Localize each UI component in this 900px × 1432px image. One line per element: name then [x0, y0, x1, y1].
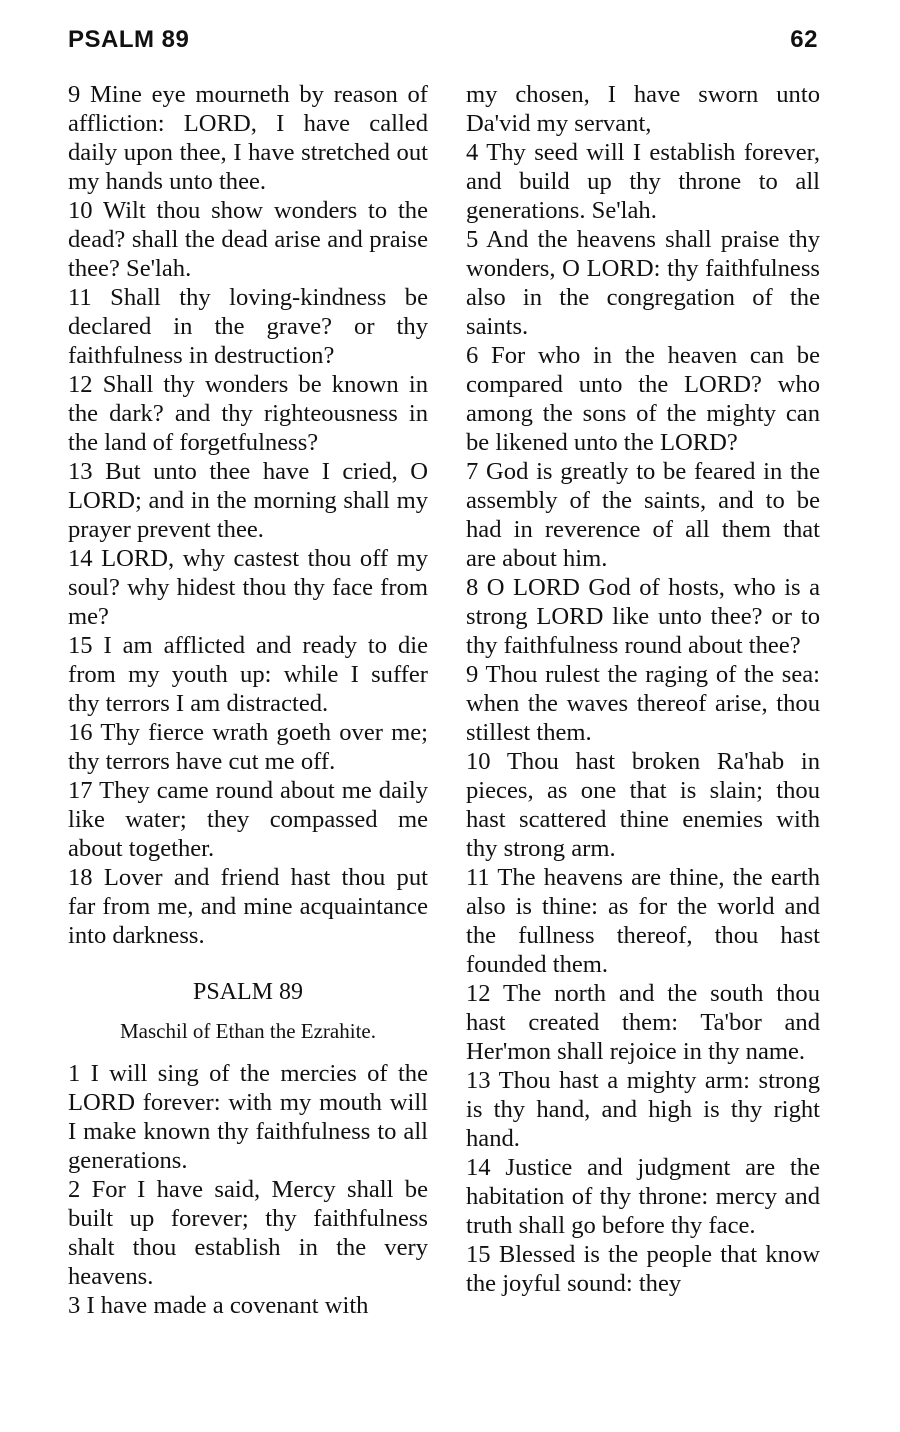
left-column	[68, 80, 428, 1320]
right-column	[466, 80, 820, 1298]
verse: 13 But unto thee have I cried, O LORD; and in the morning shall my prayer prevent thee.	[68, 458, 428, 543]
verse: 15 I am afflicted and ready to die from my youth up: while I suffer thy terrors I am distracted.	[68, 632, 428, 717]
verse: 17 They came round about me daily like water; they compassed me about together.	[68, 777, 428, 862]
verse: 10 Thou hast broken Ra'hab in pieces, as one that is slain; thou hast scattered thine enemies with thy strong arm.	[466, 748, 820, 862]
verse: 14 Justice and judgment are the habitation of thy throne: mercy and truth shall go before thy face.	[466, 1154, 820, 1239]
verse: 11 The heavens are thine, the earth also is thine: as for the world and the fullness thereof, thou hast founded them.	[466, 864, 820, 978]
verse: 8 O LORD God of hosts, who is a strong LORD like unto thee? or to thy faithfulness round about thee?	[466, 574, 820, 659]
psalm-superscription: Maschil of Ethan the Ezrahite.	[120, 1019, 376, 1043]
verse: 9 Thou rulest the raging of the sea: when the waves thereof arise, thou stillest them.	[466, 661, 820, 746]
verse: 7 God is greatly to be feared in the assembly of the saints, and to be had in reverence of all them that are about him.	[466, 458, 820, 572]
verse: 16 Thy fierce wrath goeth over me; thy terrors have cut me off.	[68, 719, 428, 775]
verse: 6 For who in the heaven can be compared unto the LORD? who among the sons of the mighty can be likened unto the LORD?	[466, 342, 820, 456]
verse: 15 Blessed is the people that know the joyful sound: they	[466, 1241, 820, 1297]
verse: 11 Shall thy loving-kindness be declared in the grave? or thy faithfulness in destruction?	[68, 284, 428, 369]
verse: 10 Wilt thou show wonders to the dead? shall the dead arise and praise thee? Se'lah.	[68, 197, 428, 282]
page-number: 62	[790, 26, 818, 53]
verse: my chosen, I have sworn unto Da'vid my servant,	[466, 81, 820, 137]
verse: 12 The north and the south thou hast created them: Ta'bor and Her'mon shall rejoice in thy name.	[466, 980, 820, 1065]
verse: 3 I have made a covenant with	[68, 1292, 369, 1319]
verse: 5 And the heavens shall praise thy wonders, O LORD: thy faithfulness also in the congregation of the saints.	[466, 226, 820, 340]
running-head	[68, 26, 818, 60]
page-title: PSALM 89	[68, 26, 190, 53]
verse: 13 Thou hast a mighty arm: strong is thy hand, and high is thy right hand.	[466, 1067, 820, 1152]
verse: 4 Thy seed will I establish forever, and build up thy throne to all generations. Se'lah.	[466, 139, 820, 224]
verse: 12 Shall thy wonders be known in the dark? and thy righteousness in the land of forgetfulness?	[68, 371, 428, 456]
psalm-heading: PSALM 89	[192, 979, 304, 1005]
verse: 18 Lover and friend hast thou put far from me, and mine acquaintance into darkness.	[68, 864, 428, 949]
verse: 14 LORD, why castest thou off my soul? why hidest thou thy face from me?	[68, 545, 428, 630]
verse: 9 Mine eye mourneth by reason of affliction: LORD, I have called daily upon thee, I have stretched out my hands unto thee.	[68, 81, 428, 195]
verse: 2 For I have said, Mercy shall be built up forever; thy faithfulness shalt thou establish in the very heavens.	[68, 1176, 428, 1290]
verse: 1 I will sing of the mercies of the LORD forever: with my mouth will I make known thy faithfulness to all generations.	[68, 1060, 428, 1174]
